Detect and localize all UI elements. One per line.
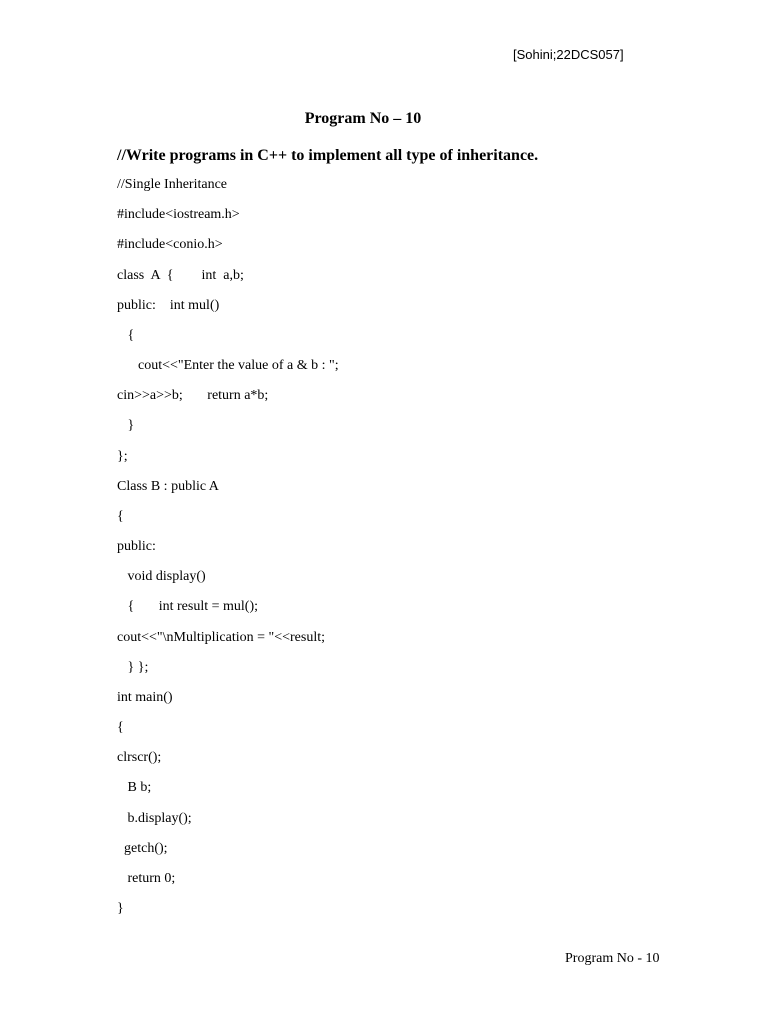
- code-line: { int result = mul();: [117, 599, 258, 615]
- code-line: class A { int a,b;: [117, 267, 244, 283]
- code-line: b.display();: [117, 810, 192, 826]
- code-line: }: [117, 418, 135, 434]
- code-line: };: [117, 448, 128, 464]
- footer-page-label: Program No - 10: [565, 951, 660, 966]
- page-title-text: Program No – 10: [304, 110, 422, 127]
- code-line: int main(): [117, 689, 173, 705]
- code-line: cout<<"Enter the value of a & b : ";: [117, 358, 339, 374]
- code-line: clrscr();: [117, 750, 162, 766]
- code-line: B b;: [117, 780, 152, 796]
- program-heading: //Write programs in C++ to implement all type of inheritance.: [117, 147, 539, 164]
- code-line: cout<<"\nMultiplication = "<<result;: [117, 629, 325, 645]
- code-line: //Single Inheritance: [117, 177, 228, 192]
- page-title: [0, 110, 768, 128]
- header-author-tag: [Sohini;22DCS057]: [513, 47, 624, 62]
- code-line: #include<iostream.h>: [117, 207, 240, 223]
- code-line: {: [117, 508, 124, 524]
- code-line: {: [117, 327, 135, 343]
- code-line: #include<conio.h>: [117, 237, 223, 253]
- code-line: }: [117, 901, 124, 917]
- code-line: Class B : public A: [117, 478, 219, 494]
- code-line: cin>>a>>b; return a*b;: [117, 388, 269, 404]
- code-line: public:: [117, 539, 156, 555]
- code-line: {: [117, 720, 124, 736]
- code-line: void display(): [117, 569, 206, 585]
- code-line: } };: [117, 659, 149, 675]
- code-line: return 0;: [117, 870, 176, 886]
- code-line: public: int mul(): [117, 297, 220, 313]
- code-line: getch();: [117, 840, 168, 856]
